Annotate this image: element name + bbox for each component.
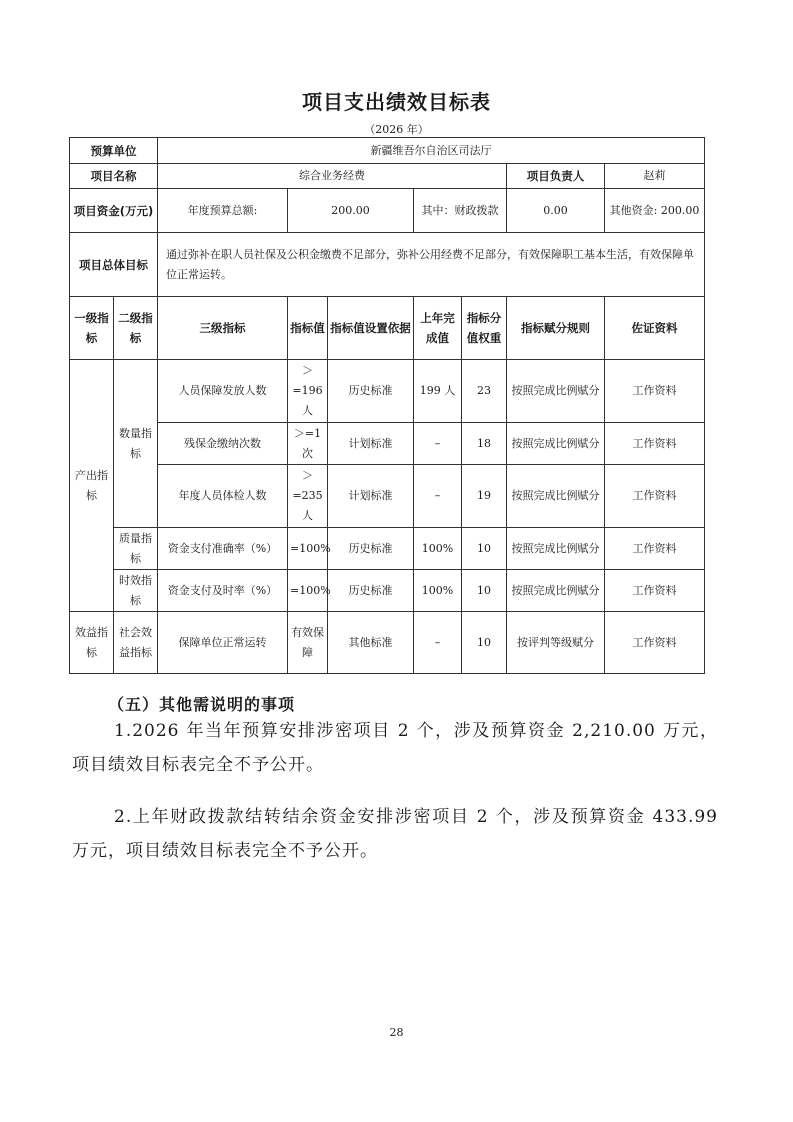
- project-name-row: [70, 164, 705, 189]
- project-name-label: 项目名称: [70, 164, 158, 189]
- paragraph-1: 1.2026 年当年预算安排涉密项目 2 个，涉及预算资金 2,210.00 万元，项目绩效目标表完全不予公开。: [72, 721, 718, 775]
- row-rule: 按照完成比例赋分: [507, 423, 605, 465]
- goal-label: 项目总体目标: [70, 233, 158, 297]
- row-name: 资金支付及时率（%）: [158, 570, 288, 612]
- table-row: [70, 612, 705, 674]
- row-name: 残保金缴纳次数: [158, 423, 288, 465]
- row-value: =100%: [288, 570, 328, 612]
- row-prev: –: [414, 465, 462, 528]
- goal-row: [70, 233, 705, 297]
- row-basis: 历史标准: [328, 360, 414, 423]
- col-weight: 指标分值权重: [462, 297, 507, 360]
- row-rule: 按照完成比例赋分: [507, 528, 605, 570]
- other-amount: 200.00: [660, 203, 700, 217]
- col-level2: 二级指标: [114, 297, 158, 360]
- group-social: 社会效益指标: [114, 612, 158, 674]
- row-basis: 历史标准: [328, 528, 414, 570]
- row-weight: 18: [462, 423, 507, 465]
- funds-row: [70, 189, 705, 233]
- row-prev: 100%: [414, 528, 462, 570]
- table-row: [70, 528, 705, 570]
- annual-budget-value: 200.00: [288, 189, 414, 233]
- funds-label: 项目资金(万元): [70, 189, 158, 233]
- group-quantity: 数量指标: [114, 360, 158, 528]
- column-header-row: [70, 297, 705, 360]
- col-value: 指标值: [288, 297, 328, 360]
- table-row: [70, 423, 705, 465]
- col-basis: 指标值设置依据: [328, 297, 414, 360]
- other-value: [605, 189, 705, 233]
- fiscal-value: 0.00: [507, 189, 605, 233]
- row-rule: 按照完成比例赋分: [507, 570, 605, 612]
- section-heading: （五）其他需说明的事项: [108, 695, 296, 714]
- group-benefit: 效益指标: [70, 612, 114, 674]
- row-basis: 其他标准: [328, 612, 414, 674]
- row-weight: 10: [462, 612, 507, 674]
- page-number: 28: [389, 1026, 404, 1039]
- row-prev: 199 人: [414, 360, 462, 423]
- row-evidence: 工作资料: [605, 360, 705, 423]
- paragraph-2: 2.上年财政拨款结转结余资金安排涉密项目 2 个，涉及预算资金 433.99 万元，项目绩效目标表完全不予公开。: [72, 807, 718, 861]
- row-rule: 按照完成比例赋分: [507, 360, 605, 423]
- row-name: 人员保障发放人数: [158, 360, 288, 423]
- row-prev: 100%: [414, 570, 462, 612]
- goal-text: 通过弥补在职人员社保及公积金缴费不足部分，弥补公用经费不足部分，有效保障职工基本生活，有效保障单位正常运转。: [158, 233, 705, 297]
- row-value: ＞=1次: [288, 423, 328, 465]
- row-evidence: 工作资料: [605, 570, 705, 612]
- row-rule: 按照完成比例赋分: [507, 465, 605, 528]
- group-output: 产出指标: [70, 360, 114, 612]
- row-prev: –: [414, 612, 462, 674]
- unit-label: 预算单位: [70, 138, 158, 164]
- row-name: 年度人员体检人数: [158, 465, 288, 528]
- row-evidence: 工作资料: [605, 423, 705, 465]
- performance-table: [69, 137, 705, 674]
- row-name: 保障单位正常运转: [158, 612, 288, 674]
- row-evidence: 工作资料: [605, 528, 705, 570]
- row-value: ＞=196人: [288, 360, 328, 423]
- col-rule: 指标赋分规则: [507, 297, 605, 360]
- page-title: 项目支出绩效目标表: [302, 90, 491, 114]
- row-value: =100%: [288, 528, 328, 570]
- row-weight: 19: [462, 465, 507, 528]
- unit-row: [70, 138, 705, 164]
- leader-label: 项目负责人: [507, 164, 605, 189]
- col-evidence: 佐证资料: [605, 297, 705, 360]
- leader-value: 赵莉: [605, 164, 705, 189]
- other-label: 其他资金:: [609, 203, 658, 217]
- row-weight: 23: [462, 360, 507, 423]
- row-basis: 历史标准: [328, 570, 414, 612]
- row-weight: 10: [462, 528, 507, 570]
- row-prev: –: [414, 423, 462, 465]
- row-evidence: 工作资料: [605, 465, 705, 528]
- row-basis: 计划标准: [328, 423, 414, 465]
- group-quality: 质量指标: [114, 528, 158, 570]
- table-row: [70, 465, 705, 528]
- col-level3: 三级指标: [158, 297, 288, 360]
- col-prev: 上年完成值: [414, 297, 462, 360]
- table-row: [70, 570, 705, 612]
- annual-budget-label: 年度预算总额:: [158, 189, 288, 233]
- unit-value: 新疆维吾尔自治区司法厅: [158, 138, 705, 164]
- project-name-value: 综合业务经费: [158, 164, 507, 189]
- row-evidence: 工作资料: [605, 612, 705, 674]
- row-value: ＞=235人: [288, 465, 328, 528]
- table-year: （2026 年）: [364, 123, 429, 136]
- group-timeliness: 时效指标: [114, 570, 158, 612]
- row-basis: 计划标准: [328, 465, 414, 528]
- fiscal-label: 其中：财政拨款: [414, 189, 507, 233]
- table-row: [70, 360, 705, 423]
- row-weight: 10: [462, 570, 507, 612]
- row-name: 资金支付准确率（%）: [158, 528, 288, 570]
- row-value: 有效保障: [288, 612, 328, 674]
- row-rule: 按评判等级赋分: [507, 612, 605, 674]
- col-level1: 一级指标: [70, 297, 114, 360]
